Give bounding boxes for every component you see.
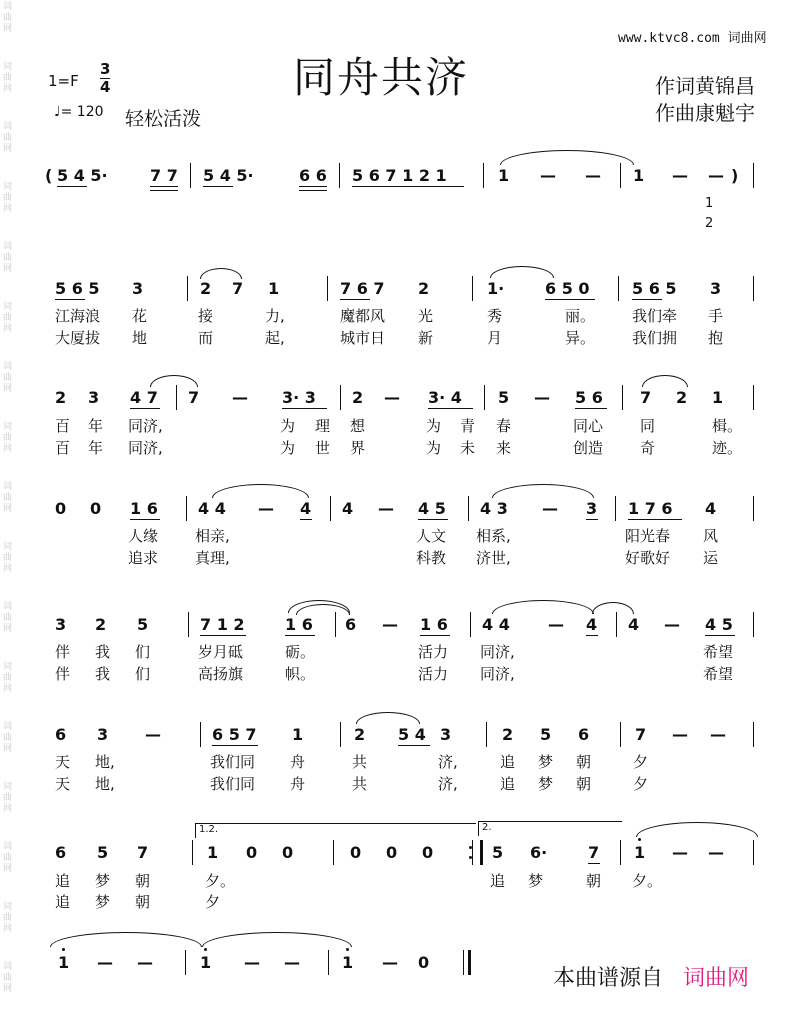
note: —: [97, 953, 113, 972]
note: —: [664, 615, 680, 634]
lyric: 相亲,: [195, 527, 230, 545]
note: 1: [634, 843, 646, 862]
note: 1: [200, 953, 212, 972]
watermark-block: 词 曲 网: [3, 242, 13, 274]
lyric: 百: [55, 417, 71, 435]
note: 1 7 6: [628, 499, 673, 518]
lyric: 朝: [135, 893, 151, 911]
lyric: 追: [55, 893, 71, 911]
lyric: 希望: [703, 643, 734, 661]
note: 2: [352, 388, 364, 407]
lyric: 朝: [576, 775, 592, 793]
note: —: [382, 615, 398, 634]
note: 0: [386, 843, 398, 862]
note: —: [284, 953, 300, 972]
note: 3: [710, 279, 722, 298]
lyric: 帜。: [285, 665, 316, 683]
note: 0: [55, 499, 67, 518]
note: —: [542, 499, 558, 518]
lyric: 追: [500, 775, 516, 793]
note: —: [672, 843, 688, 862]
note: 4: [342, 499, 354, 518]
note: —: [708, 166, 724, 185]
lyric: 舟: [290, 775, 306, 793]
note: 4 3: [480, 499, 508, 518]
lyric: 共: [352, 775, 368, 793]
repeat-ending-2: 2: [705, 216, 714, 231]
note: 1: [342, 953, 354, 972]
lyric: 界: [350, 439, 366, 457]
lyric: 奇: [640, 439, 656, 457]
lyric: 光: [418, 307, 434, 325]
lyric: 夕: [205, 893, 221, 911]
lyric: 未: [460, 439, 476, 457]
note: 5 6 5: [55, 279, 100, 298]
note: 0: [350, 843, 362, 862]
lyric: 岁月砥: [198, 643, 244, 661]
lyric: 追求: [128, 549, 159, 567]
lyric: 伴: [55, 665, 71, 683]
lyric: 夕。: [632, 872, 663, 890]
lyric: 夕: [633, 775, 649, 793]
lyric: 力,: [265, 307, 285, 325]
watermark-block: 词 曲 网: [3, 422, 13, 454]
lyric: 丽。: [565, 307, 596, 325]
note: 5 4 5·: [203, 166, 254, 185]
lyric: 理: [315, 417, 331, 435]
note: 4 5: [418, 499, 446, 518]
lyricist-credit: 作词黄锦昌: [655, 74, 755, 98]
note: 3: [55, 615, 67, 634]
note: 5: [540, 725, 552, 744]
note: 1: [498, 166, 510, 185]
style-marking: 轻松活泼: [125, 108, 202, 130]
song-title: 同舟共济: [293, 53, 470, 102]
note: 5 6 7 1 2 1: [352, 166, 447, 185]
watermark-block: 词 曲 网: [3, 842, 13, 874]
note: 2: [676, 388, 688, 407]
lyric: 梦: [95, 872, 111, 890]
lyric: 月: [487, 329, 503, 347]
note: 3· 4: [428, 388, 462, 407]
lyric: 地: [132, 329, 148, 347]
note: 2: [502, 725, 514, 744]
volta-2: [478, 821, 622, 836]
lyric: 花: [132, 307, 148, 325]
lyric: 创造: [573, 439, 604, 457]
note: 6: [578, 725, 590, 744]
lyric: 梦: [538, 775, 554, 793]
lyric: 朝: [576, 753, 592, 771]
tempo-marking: ♩= 120: [54, 104, 104, 120]
note: 5 6 5: [632, 279, 677, 298]
watermark-block: 词 曲 网: [3, 2, 13, 34]
lyric: 活力: [418, 665, 449, 683]
note: 6·: [530, 843, 548, 862]
note: 1: [712, 388, 724, 407]
note: 3· 3: [282, 388, 316, 407]
note: 7: [232, 279, 244, 298]
watermark-block: 词 曲 网: [3, 602, 13, 634]
lyric: 风: [703, 527, 719, 545]
volta-label: 2.: [482, 822, 492, 833]
lyric: 朝: [135, 872, 151, 890]
lyric: 江海浪: [55, 307, 101, 325]
note: —: [232, 388, 248, 407]
lyric: 济,: [438, 775, 458, 793]
note: 6 5 7: [212, 725, 257, 744]
lyric: 追: [490, 872, 506, 890]
watermark-block: 词 曲 网: [3, 362, 13, 394]
note: 5 4: [398, 725, 426, 744]
note: 4 4: [482, 615, 510, 634]
lyric: 高扬旗: [198, 665, 244, 683]
note: —: [540, 166, 556, 185]
note: —: [710, 725, 726, 744]
lyric: 科教: [416, 549, 447, 567]
lyric: 迹。: [712, 439, 743, 457]
note: 7: [588, 843, 600, 862]
lyric: 手: [708, 307, 724, 325]
lyric: 同济,: [480, 665, 515, 683]
lyric: 想: [350, 417, 366, 435]
watermark-block: 词 曲 网: [3, 962, 13, 994]
lyric: 追: [500, 753, 516, 771]
lyric: 天: [55, 775, 71, 793]
lyric: 年: [88, 417, 104, 435]
watermark-block: 词 曲 网: [3, 62, 13, 94]
lyric: 起,: [265, 329, 285, 347]
lyric: 我们拥: [632, 329, 678, 347]
note: 1: [292, 725, 304, 744]
watermark-block: 词 曲 网: [3, 662, 13, 694]
note: 3: [88, 388, 100, 407]
note: 3: [440, 725, 452, 744]
watermark-block: 词 曲 网: [3, 482, 13, 514]
lyric: 青: [460, 417, 476, 435]
note: 0: [418, 953, 430, 972]
lyric: 我: [95, 665, 111, 683]
lyric: 地,: [95, 775, 115, 793]
lyric: 魔都风: [340, 307, 386, 325]
note: 6: [55, 843, 67, 862]
lyric: 同: [640, 417, 656, 435]
lyric: 真理,: [195, 549, 230, 567]
lyric: 楫。: [712, 417, 743, 435]
note: 3: [132, 279, 144, 298]
lyric: 为: [426, 417, 442, 435]
lyric: 夕: [633, 753, 649, 771]
lyric: 同济,: [128, 417, 163, 435]
note: —: [137, 953, 153, 972]
lyric: 夕。: [205, 872, 236, 890]
site-url[interactable]: www.ktvc8.com 词曲网: [618, 31, 767, 46]
lyric: 我们牵: [632, 307, 678, 325]
watermark-block: 词 曲 网: [3, 902, 13, 934]
key-signature: 1=F: [48, 72, 79, 90]
note: 2: [95, 615, 107, 634]
note: 4: [300, 499, 312, 518]
note: 1·: [487, 279, 505, 298]
note: 7: [640, 388, 652, 407]
volta-1-2: [195, 823, 476, 838]
note: 4 5: [705, 615, 733, 634]
note: 3: [97, 725, 109, 744]
lyric: 活力: [418, 643, 449, 661]
note: —: [548, 615, 564, 634]
note: 4: [586, 615, 598, 634]
note: —: [585, 166, 601, 185]
note: 5: [137, 615, 149, 634]
note: 5: [492, 843, 504, 862]
note: 7: [188, 388, 200, 407]
note: 5 4 5·: [57, 166, 108, 185]
lyric: 人文: [416, 527, 447, 545]
note: 1 6: [130, 499, 158, 518]
note: —: [244, 953, 260, 972]
note: 4: [628, 615, 640, 634]
lyric: 人缘: [128, 527, 159, 545]
note: 2: [354, 725, 366, 744]
watermark-block: 词 曲 网: [3, 302, 13, 334]
time-top: 3: [100, 60, 111, 78]
lyric: 梦: [528, 872, 544, 890]
lyric: 地,: [95, 753, 115, 771]
lyric: 共: [352, 753, 368, 771]
lyric: 好歌好: [625, 549, 671, 567]
note: 1 6: [285, 615, 313, 634]
note: 7: [635, 725, 647, 744]
note: 4: [705, 499, 717, 518]
lyric: 济,: [438, 753, 458, 771]
lyric: 我们同: [210, 775, 256, 793]
lyric: 百: [55, 439, 71, 457]
lyric: 梦: [538, 753, 554, 771]
lyric: 我们同: [210, 753, 256, 771]
note: —: [384, 388, 400, 407]
lyric: 接: [198, 307, 214, 325]
note: 5: [97, 843, 109, 862]
lyric: 舟: [290, 753, 306, 771]
composer-credit: 作曲康魁宇: [655, 101, 755, 125]
lyric: 新: [418, 329, 434, 347]
lyric: 们: [135, 665, 151, 683]
note: —: [258, 499, 274, 518]
note: 1 6: [420, 615, 448, 634]
lyric: 为: [426, 439, 442, 457]
note: 4 7: [130, 388, 158, 407]
note: 0: [90, 499, 102, 518]
lyric: 同心: [573, 417, 604, 435]
note: —: [672, 166, 688, 185]
lyric: 秀: [487, 307, 503, 325]
footer-site-link[interactable]: 词曲网: [683, 966, 750, 991]
note: —: [145, 725, 161, 744]
lyric: 朝: [586, 872, 602, 890]
lyric: 天: [55, 753, 71, 771]
lyric: 城市日: [340, 329, 386, 347]
lyric: 异。: [565, 329, 596, 347]
lyric: 梦: [95, 893, 111, 911]
note: (: [45, 166, 53, 185]
note: 7 7: [150, 166, 178, 185]
note: 6 5 0: [545, 279, 590, 298]
note: 6: [345, 615, 357, 634]
lyric: 为: [280, 439, 296, 457]
lyric: 为: [280, 417, 296, 435]
lyric: 阳光春: [625, 527, 671, 545]
note: 0: [246, 843, 258, 862]
note: 5: [498, 388, 510, 407]
note: —: [378, 499, 394, 518]
watermark-block: 词 曲 网: [3, 782, 13, 814]
footer-source[interactable]: [553, 961, 749, 992]
lyric: 春: [496, 417, 512, 435]
lyric: 世: [315, 439, 331, 457]
note: ): [731, 166, 739, 185]
note: 4 4: [198, 499, 226, 518]
lyric: 同济,: [128, 439, 163, 457]
note: —: [534, 388, 550, 407]
note: —: [382, 953, 398, 972]
repeat-ending-1: 1: [705, 196, 714, 211]
note: 2: [418, 279, 430, 298]
note: 0: [282, 843, 294, 862]
note: 5 6: [575, 388, 603, 407]
watermark-block: 词 曲 网: [3, 722, 13, 754]
lyric: 希望: [703, 665, 734, 683]
lyric: 来: [496, 439, 512, 457]
lyric: 我: [95, 643, 111, 661]
lyric: 济世,: [476, 549, 511, 567]
lyric: 而: [198, 329, 214, 347]
note: 1: [268, 279, 280, 298]
watermark-block: 词 曲 网: [3, 542, 13, 574]
note: 1: [58, 953, 70, 972]
footer-text: 本曲谱源自: [553, 966, 664, 991]
note: 1: [207, 843, 219, 862]
note: 7 1 2: [200, 615, 245, 634]
lyric: 相系,: [476, 527, 511, 545]
note: 7: [137, 843, 149, 862]
lyric: 运: [703, 549, 719, 567]
lyric: 抱: [708, 329, 724, 347]
time-signature: [100, 62, 110, 95]
lyric: 们: [135, 643, 151, 661]
lyric: 年: [88, 439, 104, 457]
time-bottom: 4: [100, 78, 111, 96]
note: 3: [586, 499, 598, 518]
note: —: [672, 725, 688, 744]
volta-label: 1.2.: [199, 824, 219, 835]
note: 1: [633, 166, 645, 185]
lyric: 大厦拔: [55, 329, 101, 347]
note: —: [708, 843, 724, 862]
lyric: 伴: [55, 643, 71, 661]
watermark-block: 词 曲 网: [3, 182, 13, 214]
note: 0: [422, 843, 434, 862]
note: 6 6: [299, 166, 327, 185]
note: 2: [55, 388, 67, 407]
lyric: 同济,: [480, 643, 515, 661]
note: 2: [200, 279, 212, 298]
watermark-block: 词 曲 网: [3, 122, 13, 154]
note: 6: [55, 725, 67, 744]
lyric: 砺。: [285, 643, 316, 661]
note: 7 6 7: [340, 279, 385, 298]
lyric: 追: [55, 872, 71, 890]
